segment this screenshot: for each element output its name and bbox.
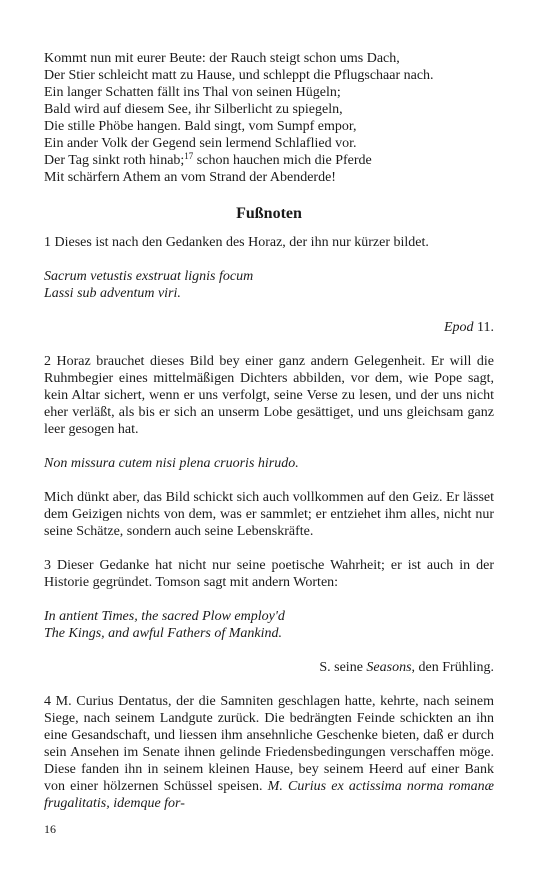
page-number: 16	[44, 822, 56, 836]
footnote-4-german: 4 M. Curius Dentatus, der die Samniten geschlagen hatte, kehrte, nach seinem Siege, nach seinem Landgute zurück. Die bedrängten Feinde schickten an ihn eine Gesandschaft, und liessen ihm ansehnliche Geschenke bieten, daß er durch sein Ansehen im Senate ihnen gelinde Friedensbedingungen verschaffen möge. Diese fanden ihn in seinem kleinen Hause, bey seinem Heerd auf einer Bank von einer hölzernen Schüssel speisen.	[44, 694, 494, 794]
verse-text: schon hauchen mich die Pferde	[193, 153, 372, 168]
footnote-1-text: 1 Dieses ist nach den Gedanken des Horaz, der ihn nur kürzer bildet.	[44, 235, 429, 250]
footnote-2-text: 2 Horaz brauchet dieses Bild bey einer ganz andern Gelegenheit. Er will die Ruhmbegier eines mittelmäßigen Dichters abbilden, vor dem, wie Pope sagt, kein Altar sichert, wenn er uns verfolgt, seine Verse zu lesen, und der uns nicht eher verläßt, als bis er sich an unserm Lobe gesättiget, und uns gleichsam ganz leer gesogen hat.	[44, 354, 494, 437]
quote-line: Lassi sub adventum viri.	[44, 286, 181, 301]
verse-line: Bald wird auf diesem See, ihr Silberlicht zu spiegeln,	[44, 102, 343, 117]
verse-line	[44, 152, 494, 169]
verse-line: Mit schärfern Athem an vom Strand der Abenderde!	[44, 170, 336, 185]
quote-line: The Kings, and awful Fathers of Mankind.	[44, 626, 282, 641]
quote-line: In antient Times, the sacred Plow employ'd	[44, 609, 285, 624]
verse-line: Kommt nun mit eurer Beute: der Rauch steigt schon ums Dach,	[44, 51, 400, 66]
footnote-2-quote: Non missura cutem nisi plena cruoris hirudo.	[44, 456, 299, 471]
footnote-3-text: 3 Dieser Gedanke hat nicht nur seine poetische Wahrheit; er ist auch in der Historie gegründet. Tomson sagt mit andern Worten:	[44, 558, 494, 590]
source-suffix: , den Frühling.	[411, 660, 494, 675]
footnote-1-source	[44, 319, 494, 336]
source-prefix: S. seine	[319, 660, 367, 675]
verse-line: Ein ander Volk der Gegend sein lermend Schlaflied vor.	[44, 136, 357, 151]
footnote-3-quote	[44, 608, 494, 642]
footnotes-heading: Fußnoten	[236, 205, 302, 222]
footnote-3-source	[44, 659, 494, 676]
footnote-4-text	[44, 693, 494, 812]
poem-verse	[44, 50, 494, 186]
footnote-4-latin: M. Curius ex actissima norma romanæ frugalitatis, idemque for-	[44, 779, 494, 811]
source-ref: 11.	[473, 320, 494, 335]
footnote-1-quote	[44, 268, 494, 302]
verse-text: Der Tag sinkt roth hinab;	[44, 153, 185, 168]
book-page	[44, 50, 494, 812]
quote-line: Sacrum vetustis exstruat lignis focum	[44, 269, 254, 284]
footnote-reference[interactable]: 17	[184, 151, 194, 161]
verse-line: Der Stier schleicht matt zu Hause, und schleppt die Pflugschaar nach.	[44, 68, 434, 83]
footnote-2-text-continued: Mich dünkt aber, das Bild schickt sich auch vollkommen auf den Geiz. Er lässet dem Geizigen nichts von dem, was er sammlet; er entziehet ihm alles, nicht nur seine Schätze, sondern auch seine Lebenskräfte.	[44, 490, 494, 539]
source-title: Seasons	[366, 660, 412, 675]
verse-line: Die stille Phöbe hangen. Bald singt, vom Sumpf empor,	[44, 119, 357, 134]
source-title: Epod	[443, 320, 474, 335]
verse-line: Ein langer Schatten fällt ins Thal von seinen Hügeln;	[44, 85, 341, 100]
